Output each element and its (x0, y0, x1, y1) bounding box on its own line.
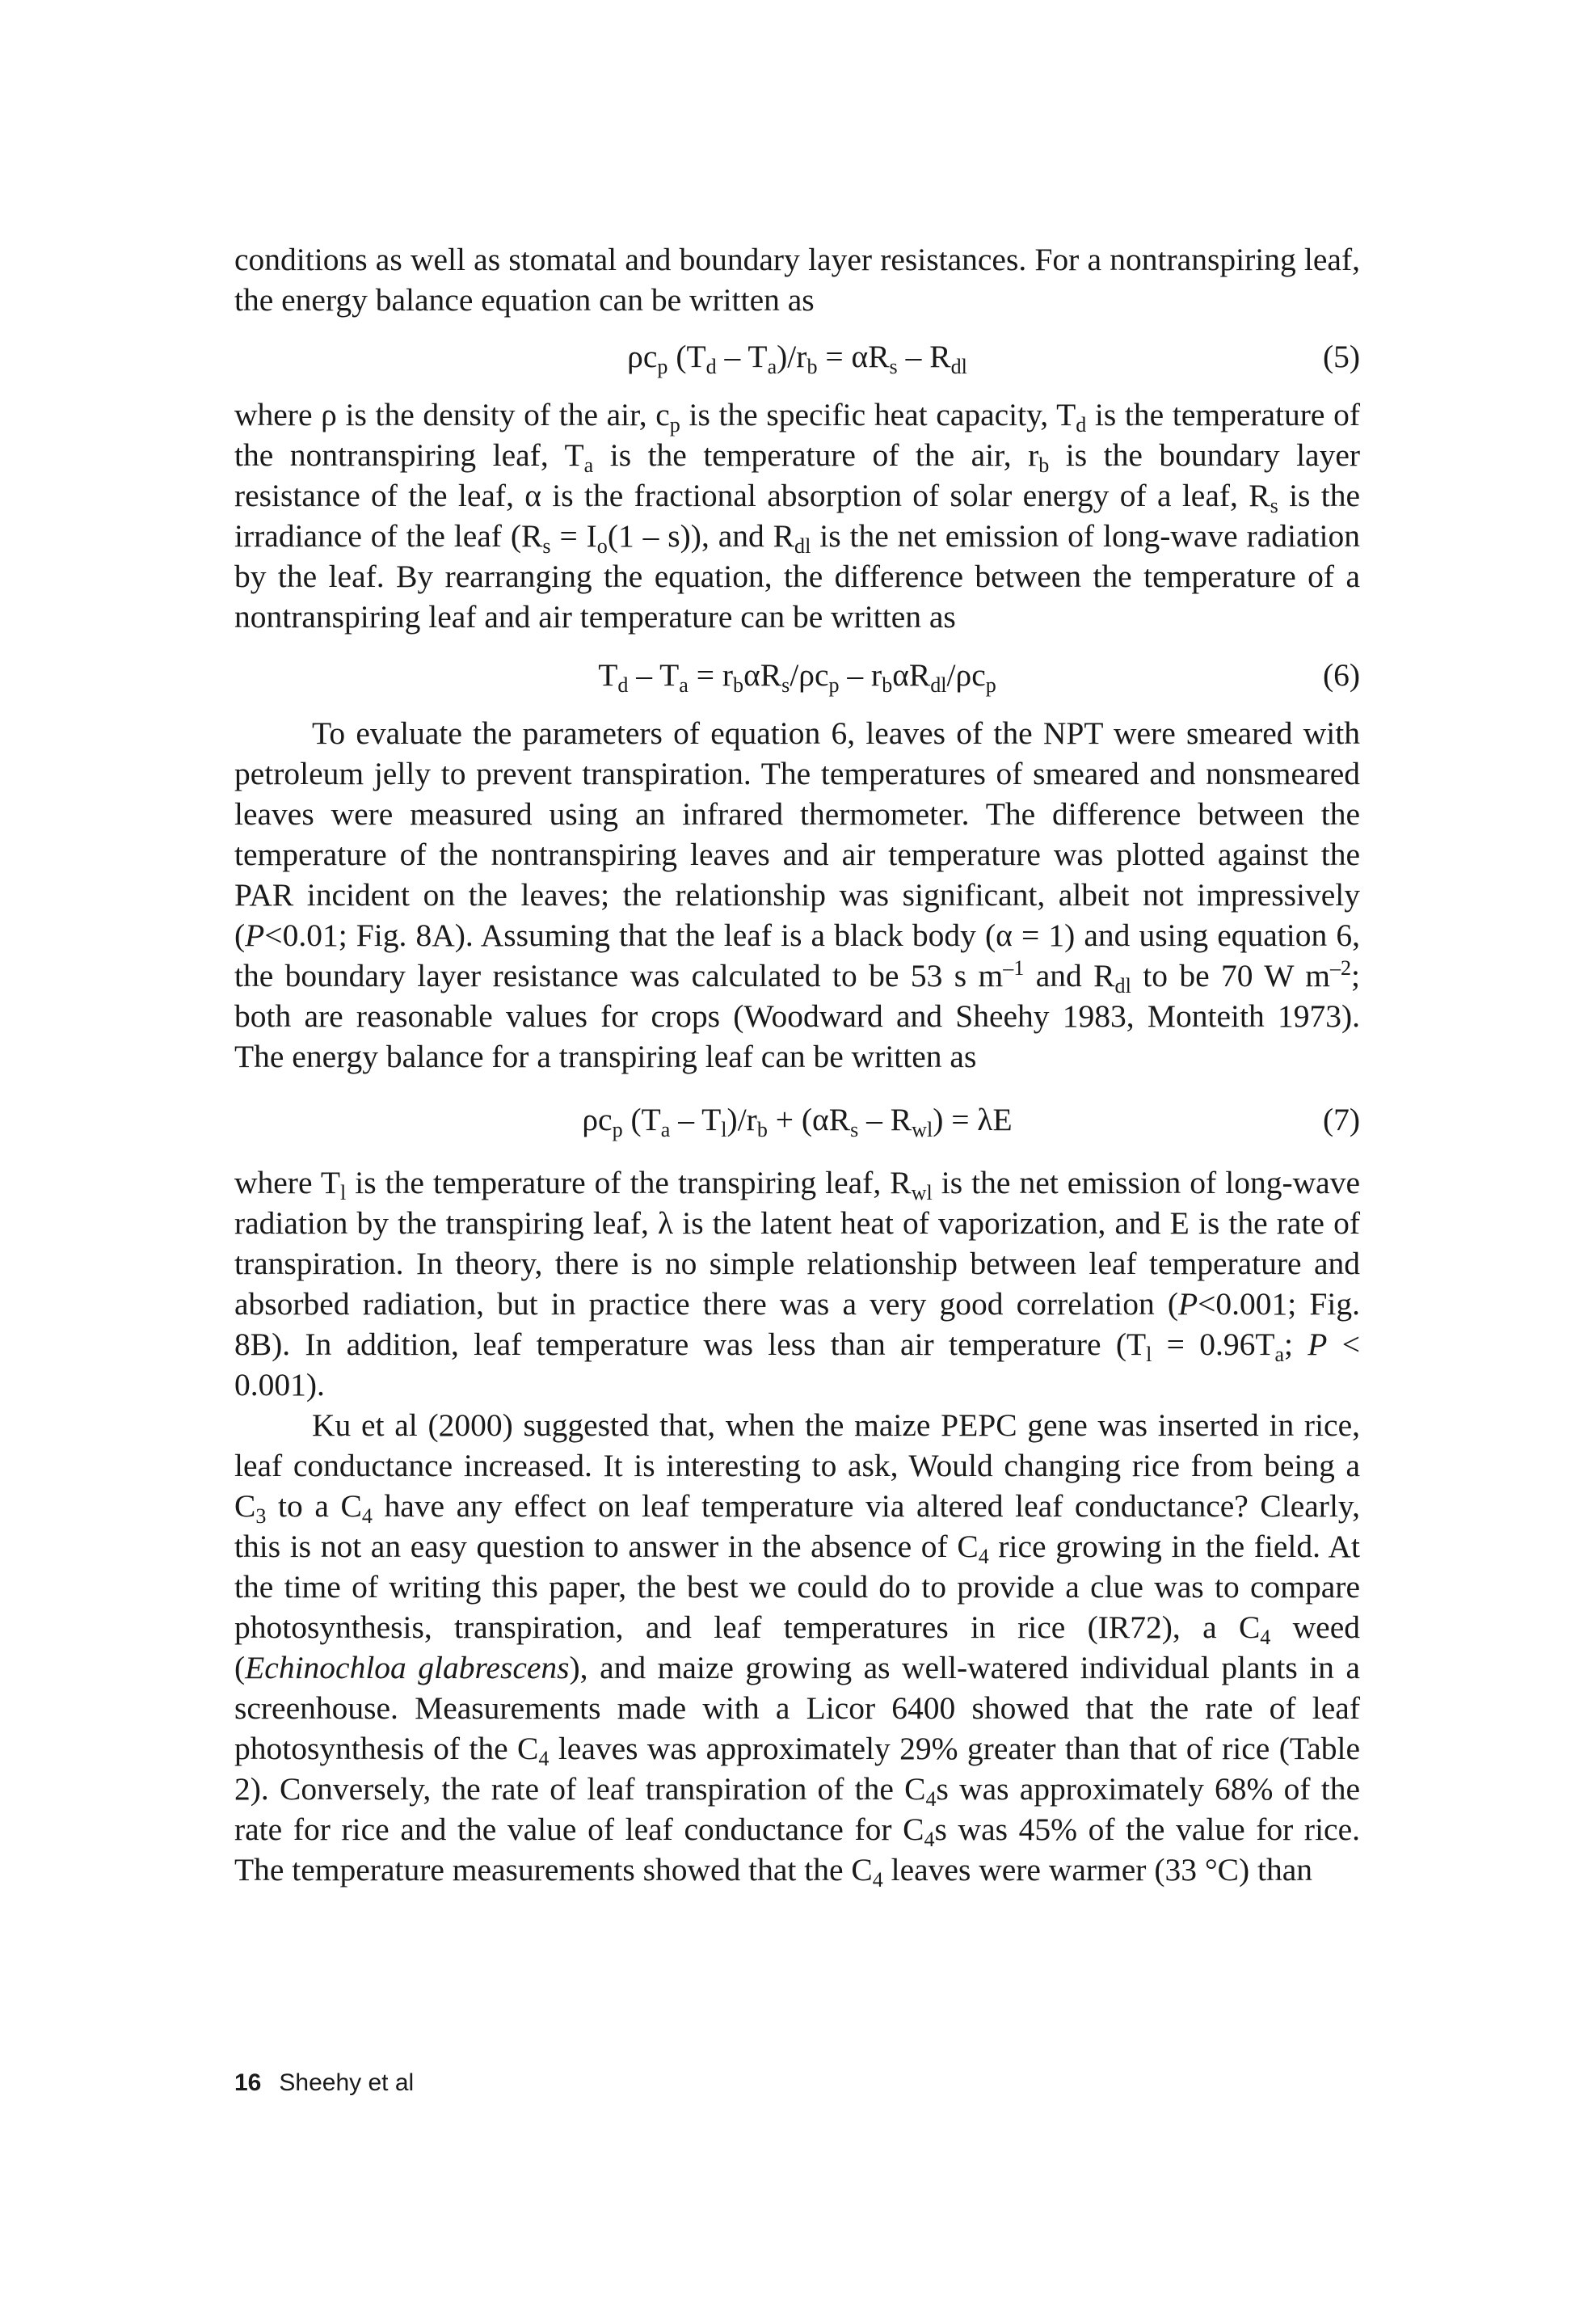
body-text (234, 239, 1360, 1890)
equation-7-number: (7) (1322, 1102, 1360, 1137)
equation-6 (234, 655, 1360, 695)
equation-5-body: $\rho c_p$ $(T_d - T_a)/r_b = \alpha R_s - R_{dl}$ (627, 339, 967, 378)
equation-6-body: $T_d - T_a = r_b\alpha R_s/\rho c_p - r_b\alpha R_{dl}/\rho c_p$ (598, 657, 996, 697)
paragraph-4: where $T_l$ is the temperature of the transpiring leaf, $R_{wl}$ is the net emission of long-wave radiation by the transpiring leaf, λ is the latent heat of vaporization, and E is the rate of transpiration. In theory, there is no simple relationship between leaf temperature and absorbed radiation, but in practice there was a very good correlation (P<0.001; Fig. 8B). In addition, leaf temperature was less than air temperature ($T_l = 0.96T_a$; P < 0.001). (234, 1165, 1360, 1402)
paragraph-2: where ρ is the density of the air, $c_p$ is the specific heat capacity, $T_d$ is the temperature of the nontranspiring leaf, $T_a$ is the temperature of the air, $r_b$ is the boundary layer resistance of the leaf, α is the fractional absorption of solar energy of a leaf, $R_s$ is the irradiance of the leaf $(R_s = I_o(1 - s))$, and $R_{dl}$ is the net emission of long-wave radiation by the leaf. By rearranging the equation, the difference between the temperature of a nontranspiring leaf and air temperature can be written as (234, 397, 1361, 635)
equation-6-number: (6) (1322, 657, 1360, 693)
page-number: 16 (234, 2069, 262, 2096)
equation-5-number: (5) (1322, 339, 1360, 374)
equation-5 (234, 336, 1360, 377)
page-footer (234, 2069, 414, 2097)
equation-7-body: $\rho c_p$ $(T_a - T_l)/r_b + (\alpha R_s - R_{wl}) = \lambda E$ (582, 1102, 1013, 1141)
running-title: Sheehy et al (279, 2069, 415, 2096)
paragraph-1: conditions as well as stomatal and boundary layer resistances. For a nontranspiring leaf, the energy balance equation can be written as (234, 242, 1360, 318)
paragraph-3: To evaluate the parameters of equation 6, leaves of the NPT were smeared with petroleum jelly to prevent transpiration. The temperatures of smeared and nonsmeared leaves were measured using an infrared thermometer. The difference between the temperature of the nontranspiring leaves and air temperature was plotted against the PAR incident on the leaves; the relationship was significant, albeit not impressively (P<0.01; Fig. 8A). Assuming that the leaf is a black body (α = 1) and using equation 6, the boundary layer resistance was calculated to be 53 s $m^{-1}$ and $R_{dl}$ to be 70 W $m^{-2}$; both are reasonable values for crops (Woodward and Sheehy 1983, Monteith 1973). The energy balance for a transpiring leaf can be written as (234, 715, 1360, 1074)
equation-7 (234, 1099, 1360, 1140)
paragraph-5: Ku et al (2000) suggested that, when the maize PEPC gene was inserted in rice, leaf conductance increased. It is interesting to ask, Would changing rice from being a $C_3$ to a $C_4$ have any effect on leaf temperature via altered leaf conductance? Clearly, this is not an easy question to answer in the absence of $C_4$ rice growing in the field. At the time of writing this paper, the best we could do to provide a clue was to compare photosynthesis, transpiration, and leaf temperatures in rice (IR72), a $C_4$ weed (Echinochloa glabrescens), and maize growing as well-watered individual plants in a screenhouse. Measurements made with a Licor 6400 showed that the rate of leaf photosynthesis of the $C_4$ leaves was approximately 29% greater than that of rice (Table 2). Conversely, the rate of leaf transpiration of the $C_4s$ was approximately 68% of the rate for rice and the value of leaf conductance for $C_4s$ was 45% of the value for rice. The temperature measurements showed that the $C_4$ leaves were warmer (33 °C) than (234, 1407, 1361, 1892)
